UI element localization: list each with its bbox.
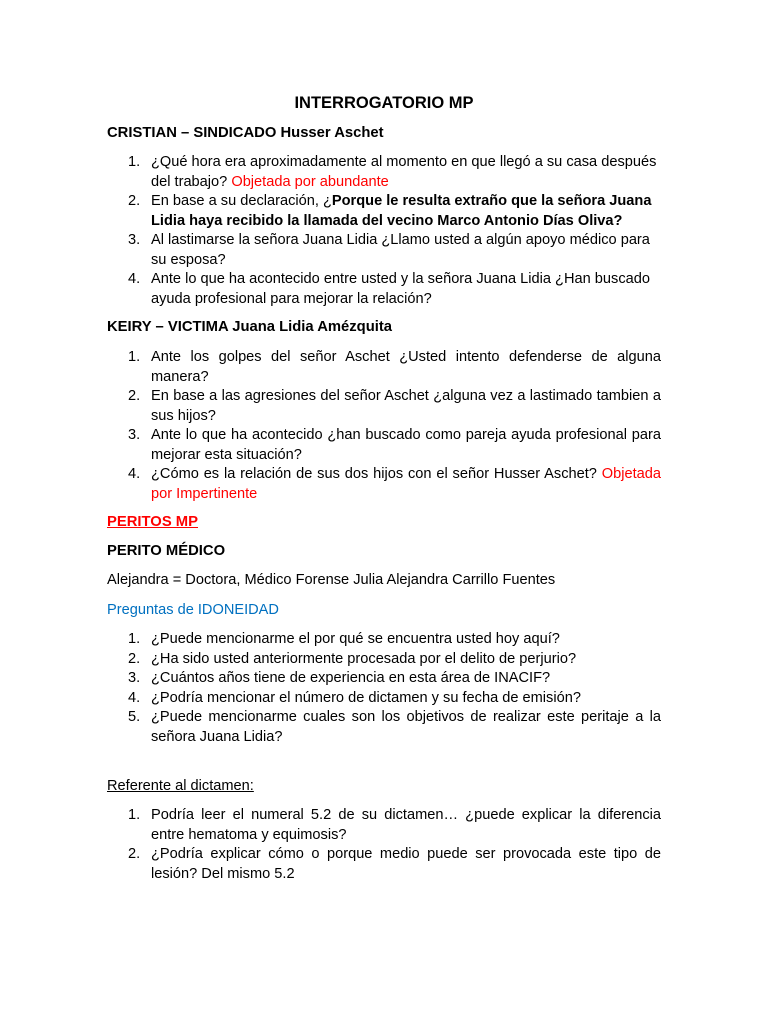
list-item xyxy=(107,669,661,689)
question-list-keiry xyxy=(107,348,661,504)
question-list-dictamen xyxy=(107,806,661,884)
question-text: ¿Qué hora era aproximadamente al momento en que llegó a su casa después del trabajo? xyxy=(151,154,657,190)
item-number: 1. xyxy=(128,631,141,647)
question-text: Ante lo que ha acontecido entre usted y la señora Juana Lidia ¿Han buscado ayuda profesional para mejorar la relación? xyxy=(151,271,650,307)
list-item xyxy=(107,348,661,387)
item-number: 3. xyxy=(128,670,141,686)
list-item xyxy=(107,465,661,504)
question-text: ¿Podría explicar cómo o porque medio puede ser provocada este tipo de lesión? Del mismo 5.2 xyxy=(151,846,661,882)
list-item xyxy=(107,708,661,747)
question-text: ¿Podría mencionar el número de dictamen y su fecha de emisión? xyxy=(151,689,581,706)
question-bold-text: Porque le resulta extraño que la señora Juana Lidia haya recibido la llamada del vecino Marco Antonio Días Oliva? xyxy=(151,193,652,229)
item-number: 2. xyxy=(128,193,141,209)
item-number: 4. xyxy=(128,689,141,706)
item-number: 2. xyxy=(128,846,141,862)
question-text: Ante lo que ha acontecido ¿han buscado como pareja ayuda profesional para mejorar esta situación? xyxy=(151,427,661,463)
question-list-idoneidad xyxy=(107,630,661,747)
section-heading-cristian: CRISTIAN – SINDICADO Husser Aschet xyxy=(107,125,384,141)
list-item xyxy=(107,270,661,309)
item-number: 5. xyxy=(128,709,141,725)
list-item xyxy=(107,426,661,465)
list-item xyxy=(107,650,661,670)
list-item xyxy=(107,192,661,231)
item-number: 2. xyxy=(128,650,141,667)
section-heading-keiry: KEIRY – VICTIMA Juana Lidia Amézquita xyxy=(107,319,393,335)
item-number: 1. xyxy=(128,807,141,823)
objection-note: Objetada por abundante xyxy=(231,173,389,190)
question-list-cristian xyxy=(107,153,661,309)
peritos-heading: PERITOS MP xyxy=(107,514,198,530)
item-number: 1. xyxy=(128,349,141,365)
item-number: 4. xyxy=(128,466,141,482)
question-text: ¿Puede mencionarme el por qué se encuentra usted hoy aquí? xyxy=(151,631,560,647)
document-title: INTERROGATORIO MP xyxy=(294,94,474,112)
question-text: ¿Cómo es la relación de sus dos hijos con el señor Husser Aschet? xyxy=(151,466,597,482)
item-number: 1. xyxy=(128,154,141,170)
list-item xyxy=(107,845,661,884)
question-text: En base a las agresiones del señor Aschet ¿alguna vez a lastimado tambien a sus hijos? xyxy=(151,388,661,424)
list-item xyxy=(107,153,661,192)
dictamen-heading: Referente al dictamen: xyxy=(107,778,254,794)
question-text: ¿Puede mencionarme cuales son los objetivos de realizar este peritaje a la señora Juana Lidia? xyxy=(151,709,661,745)
item-number: 3. xyxy=(128,232,141,248)
question-text: Ante los golpes del señor Aschet ¿Usted intento defenderse de alguna manera? xyxy=(151,349,661,385)
list-item xyxy=(107,689,661,709)
question-text: ¿Cuántos años tiene de experiencia en esta área de INACIF? xyxy=(151,670,551,686)
item-number: 3. xyxy=(128,427,141,443)
list-item xyxy=(107,630,661,650)
list-item xyxy=(107,231,661,270)
perito-medico-heading: PERITO MÉDICO xyxy=(107,543,226,559)
item-number: 2. xyxy=(128,388,141,404)
question-text: ¿Ha sido usted anteriormente procesada por el delito de perjurio? xyxy=(151,650,577,667)
list-item xyxy=(107,806,661,845)
question-text: Al lastimarse la señora Juana Lidia ¿Llamo usted a algún apoyo médico para su esposa? xyxy=(151,232,650,268)
list-item xyxy=(107,387,661,426)
perito-description: Alejandra = Doctora, Médico Forense Julia Alejandra Carrillo Fuentes xyxy=(107,572,556,588)
question-text: Podría leer el numeral 5.2 de su dictamen… ¿puede explicar la diferencia entre hematoma y equimosis? xyxy=(151,807,661,843)
question-text: En base a su declaración, ¿ xyxy=(151,193,332,209)
idoneidad-heading: Preguntas de IDONEIDAD xyxy=(107,602,279,618)
objection-note: Objetada por Impertinente xyxy=(151,466,661,502)
item-number: 4. xyxy=(128,271,141,287)
